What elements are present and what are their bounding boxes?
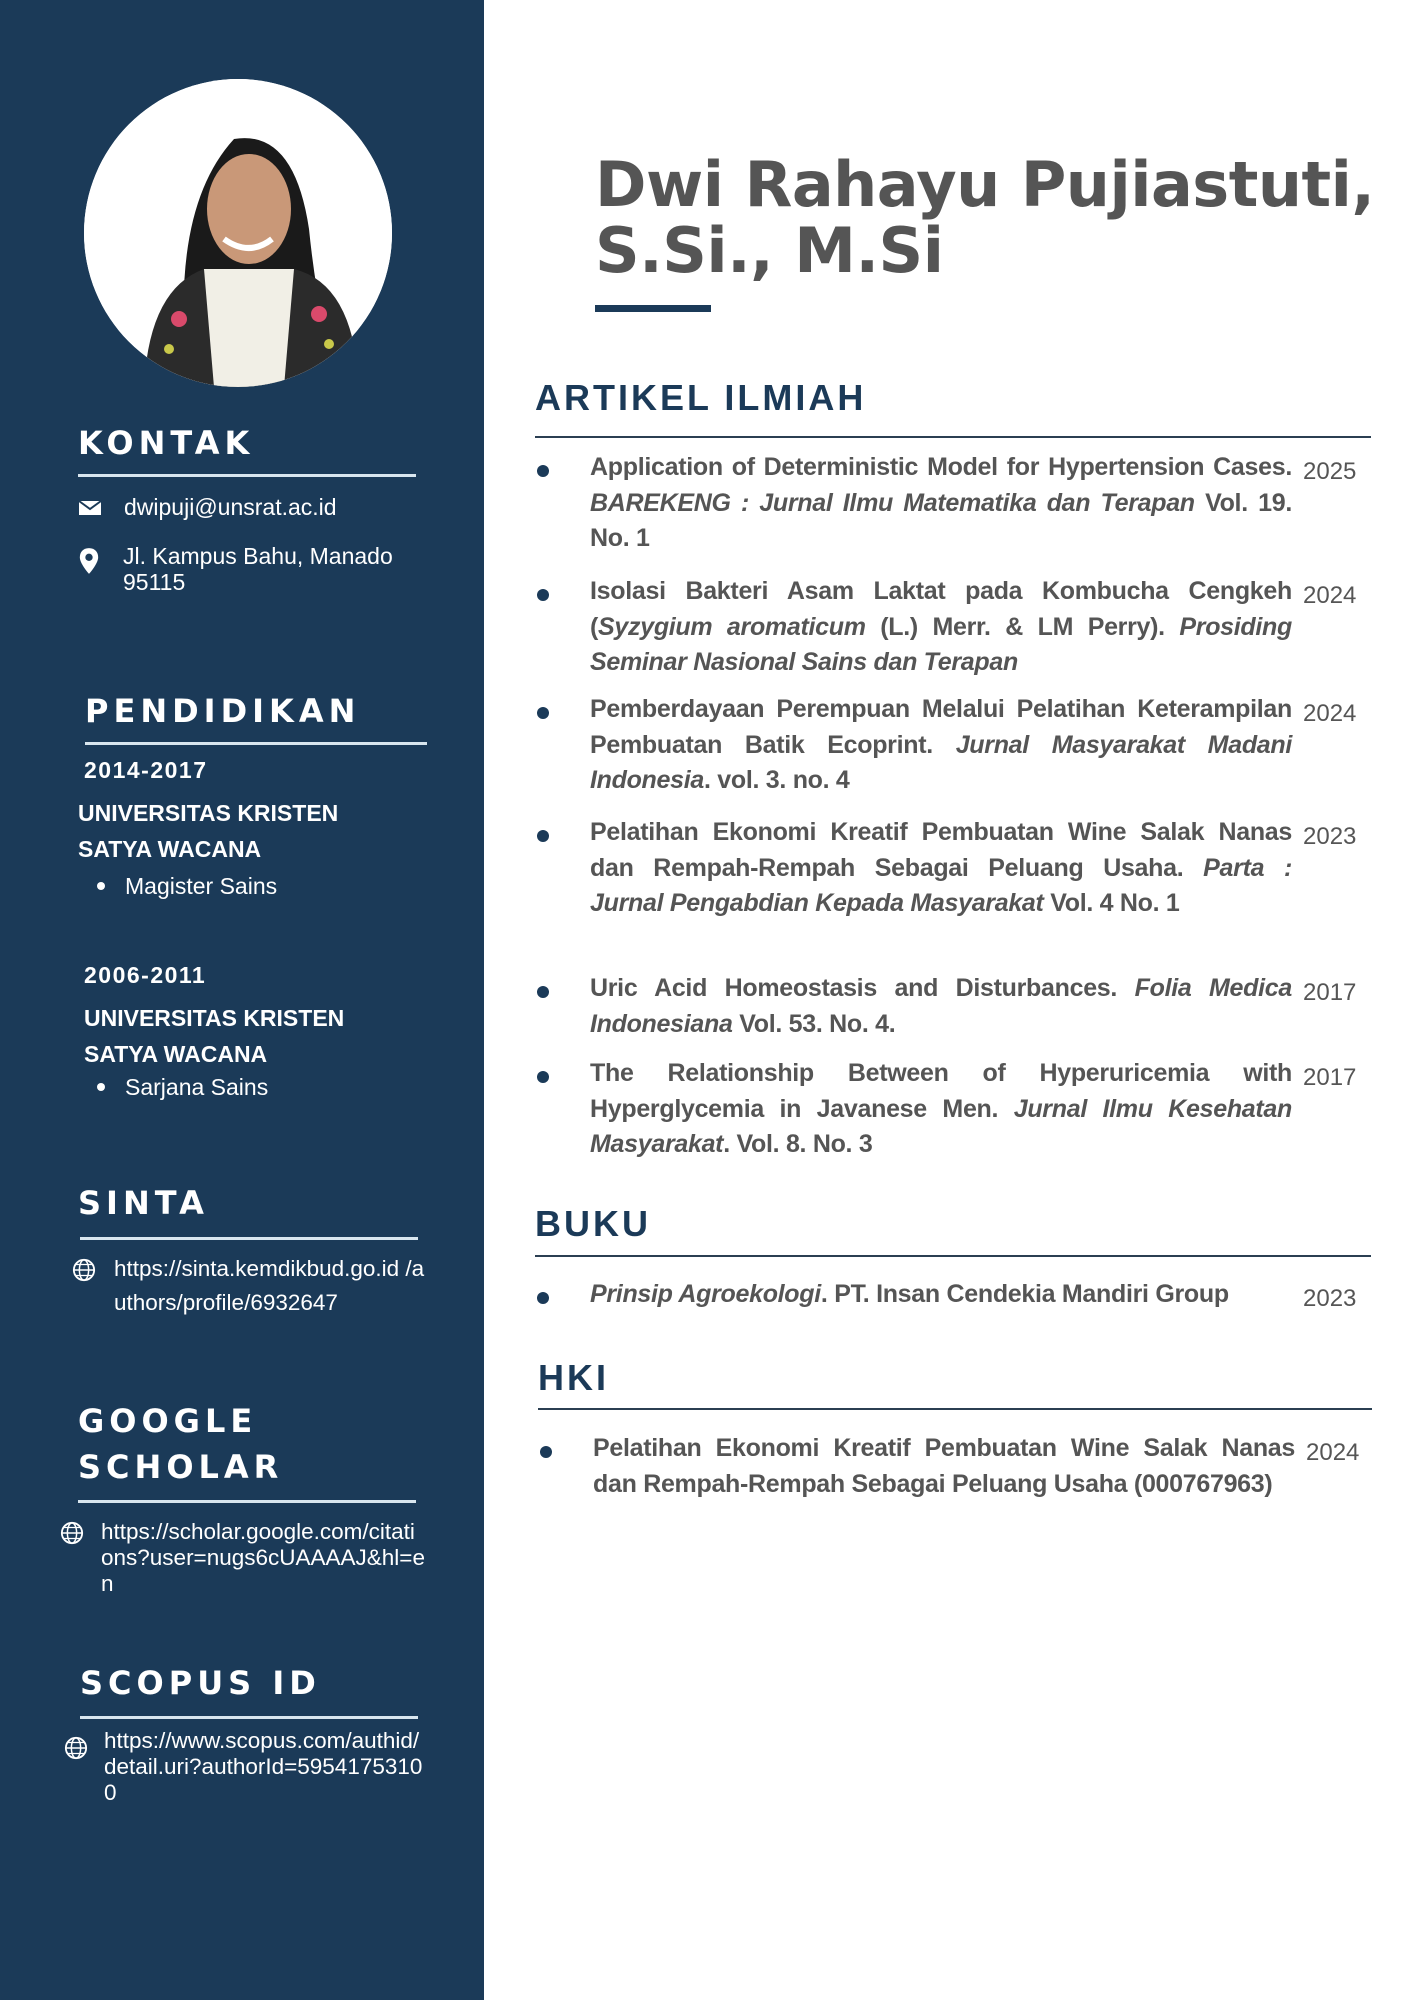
map-pin-icon — [78, 547, 102, 571]
profile-photo-illustration — [84, 79, 392, 387]
scholar-url[interactable]: https://scholar.google.com/citations?user=nugs6cUAAAAJ&hl=en — [101, 1519, 425, 1596]
publication-year: 2023 — [1303, 823, 1357, 850]
books-heading: BUKU — [535, 1203, 651, 1244]
bullet-icon — [97, 1083, 105, 1091]
publication-title: Application of Deterministic Model for Hypertension Cases. BAREKENG : Jurnal Ilmu Matematika dan Terapan Vol. 19. No. 1 — [590, 453, 1292, 552]
publication-title: Pelatihan Ekonomi Kreatif Pembuatan Wine Salak Nanas dan Rempah-Rempah Sebagai Peluang Usaha. Parta : Jurnal Pengabdian Kepada Masyarakat Vol. 4 No. 1 — [590, 818, 1292, 917]
globe-icon — [60, 1521, 86, 1547]
education-degree-label: Sarjana Sains — [125, 1074, 269, 1100]
sidebar — [0, 0, 484, 2000]
publication-title: The Relationship Between of Hyperuricemia with Hyperglycemia in Javanese Men. Jurnal Ilmu Kesehatan Masyarakat. Vol. 8. No. 3 — [590, 1059, 1292, 1158]
bullet-icon — [540, 1446, 552, 1458]
publication-title: Isolasi Bakteri Asam Laktat pada Kombucha Cengkeh (Syzygium aromaticum (L.) Merr. & LM Perry). Prosiding Seminar Nasional Sains dan Terapan — [590, 577, 1292, 676]
bullet-icon — [537, 589, 549, 601]
publication-title: Pemberdayaan Perempuan Melalui Pelatihan Keterampilan Pembuatan Batik Ecoprint. Jurnal Masyarakat Madani Indonesia. vol. 3. no. 4 — [590, 695, 1293, 794]
education-heading: PENDIDIKAN — [85, 692, 361, 730]
education-divider — [85, 742, 427, 745]
globe-icon — [72, 1258, 98, 1284]
scopus-divider — [80, 1716, 418, 1719]
publication-year: 2024 — [1303, 700, 1357, 727]
publication-year: 2017 — [1303, 1064, 1357, 1091]
ipr-heading: HKI — [538, 1357, 609, 1398]
person-name-line1: Dwi Rahayu Pujiastuti, — [595, 148, 1375, 221]
person-name-line2: S.Si., M.Si — [595, 214, 944, 287]
bullet-icon — [537, 465, 549, 477]
scholar-divider — [78, 1500, 416, 1503]
publication-title: Pelatihan Ekonomi Kreatif Pembuatan Wine Salak Nanas dan Rempah-Rempah Sebagai Peluang Usaha (000767963) — [593, 1434, 1295, 1498]
scholar-heading-line1: GOOGLE — [78, 1402, 258, 1440]
articles-divider — [535, 436, 1371, 438]
name-accent-bar — [595, 305, 711, 312]
globe-icon — [64, 1736, 90, 1762]
sinta-heading: SINTA — [78, 1184, 209, 1222]
ipr-divider — [538, 1408, 1372, 1410]
publication-year: 2024 — [1306, 1439, 1360, 1466]
publication-title: Uric Acid Homeostasis and Disturbances. Folia Medica Indonesiana Vol. 53. No. 4. — [590, 974, 1292, 1038]
bullet-icon — [537, 1292, 549, 1304]
education-school: UNIVERSITAS KRISTEN SATYA WACANA — [78, 800, 339, 862]
education-degree — [97, 1074, 268, 1101]
email-link[interactable]: dwipuji@unsrat.ac.id — [124, 494, 337, 520]
publication-title: Prinsip Agroekologi. PT. Insan Cendekia Mandiri Group — [590, 1280, 1229, 1308]
scholar-heading — [78, 1398, 283, 1490]
publication-year: 2017 — [1303, 979, 1357, 1006]
contact-heading: KONTAK — [78, 424, 255, 462]
education-degree-label: Magister Sains — [125, 873, 278, 899]
bullet-icon — [537, 1071, 549, 1083]
sinta-divider — [80, 1237, 418, 1240]
sinta-url[interactable]: https://sinta.kemdikbud.go.id /authors/profile/6932647 — [114, 1256, 425, 1315]
envelope-icon — [78, 496, 102, 520]
bullet-icon — [537, 986, 549, 998]
bullet-icon — [97, 882, 105, 890]
education-school: UNIVERSITAS KRISTEN SATYA WACANA — [84, 1005, 345, 1067]
education-years: 2014-2017 — [84, 757, 208, 783]
bullet-icon — [537, 707, 549, 719]
publication-year: 2023 — [1303, 1285, 1357, 1312]
education-years: 2006-2011 — [84, 962, 207, 988]
profile-photo — [84, 79, 392, 387]
scholar-heading-line2: SCHOLAR — [78, 1448, 284, 1486]
books-divider — [535, 1255, 1371, 1257]
publication-year: 2024 — [1303, 582, 1357, 609]
scopus-heading: SCOPUS ID — [80, 1664, 321, 1702]
publication-year: 2025 — [1303, 458, 1357, 485]
contact-divider — [78, 474, 416, 477]
scopus-url[interactable]: https://www.scopus.com/authid/detail.uri?authorId=59541753100 — [104, 1728, 423, 1805]
address-text: Jl. Kampus Bahu, Manado 95115 — [123, 543, 393, 595]
bullet-icon — [537, 830, 549, 842]
person-name — [595, 148, 1375, 287]
articles-heading: ARTIKEL ILMIAH — [535, 377, 867, 418]
education-degree — [97, 873, 277, 900]
